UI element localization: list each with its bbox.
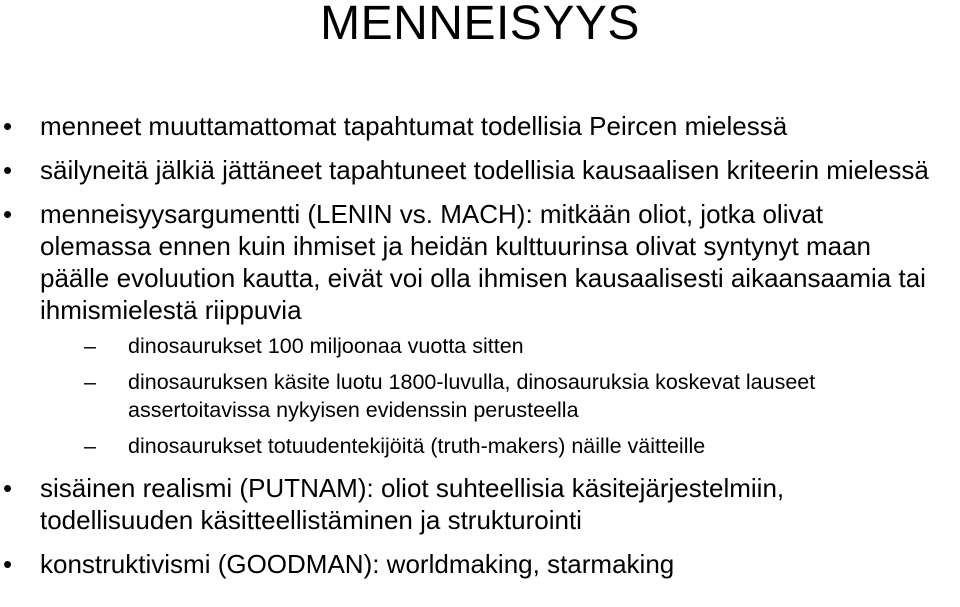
bullet-text: säilyneitä jälkiä jättäneet tapahtuneet todellisia kausaalisen kriteerin mielessä <box>40 155 929 185</box>
bullet-text: sisäinen realismi (PUTNAM): oliot suhteellisia käsitejärjestelmiin, todellisuuden käsitteellistäminen ja strukturointi <box>40 473 785 535</box>
bullet-text: menneisyysargumentti (LENIN vs. MACH): mitkään oliot, jotka olivat olemassa ennen kuin ihmiset ja heidän kulttuurinsa olivat syntynyt maan päälle evoluution kautta, eivät voi olla ihmisen kausaalisesti aikaansaamia tai ihmismielestä riippuvia <box>40 199 926 325</box>
bullet-item <box>0 154 940 186</box>
sub-bullet-text: dinosaurukset 100 miljoonaa vuotta sitten <box>128 334 524 358</box>
sub-bullet-item <box>40 432 920 460</box>
bullet-text: konstruktivismi (GOODMAN): worldmaking, starmaking <box>40 549 675 579</box>
sub-bullet-item <box>40 332 920 360</box>
bullet-item <box>0 198 940 460</box>
sub-bullet-text: dinosaurukset totuudentekijöitä (truth-makers) näille väitteille <box>128 434 706 458</box>
bullet-marker: • <box>3 111 13 141</box>
sub-bullet-marker: – <box>84 434 96 458</box>
bullet-text: menneet muuttamattomat tapahtumat todellisia Peircen mielessä <box>40 111 788 141</box>
bullet-marker: • <box>3 155 13 185</box>
bullet-item <box>0 472 940 536</box>
bullet-marker: • <box>3 199 13 229</box>
bullet-item <box>0 548 940 580</box>
sub-bullet-item <box>40 368 920 424</box>
sub-bullet-marker: – <box>84 334 96 358</box>
sub-bullet-text: dinosauruksen käsite luotu 1800-luvulla, dinosauruksia koskevat lauseet assertoitavissa nykyisen evidenssin perusteella <box>128 370 816 422</box>
bullet-list <box>0 110 960 592</box>
bullet-marker: • <box>3 549 13 579</box>
sub-bullet-marker: – <box>84 370 96 394</box>
sub-bullet-list <box>40 332 940 460</box>
bullet-marker: • <box>3 473 13 503</box>
bullet-item <box>0 110 940 142</box>
slide-title: MENNEISYYS <box>320 0 640 50</box>
